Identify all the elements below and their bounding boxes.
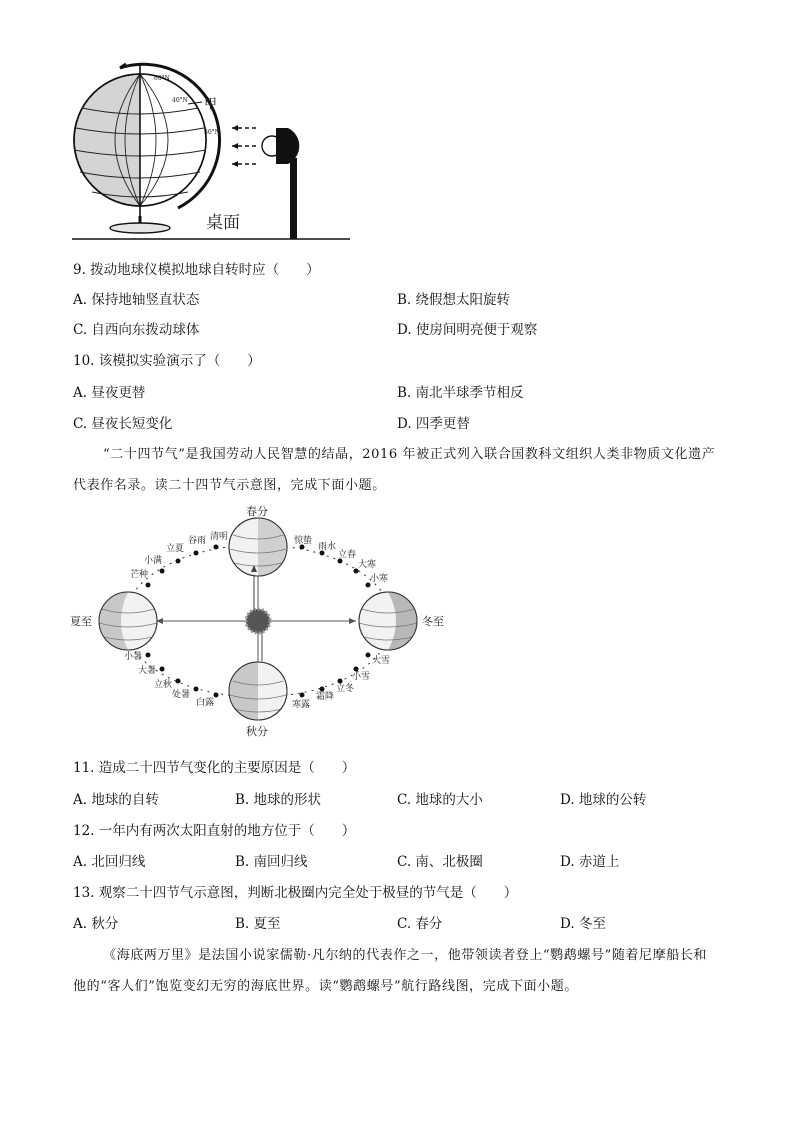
lat-label: 60°N bbox=[154, 75, 170, 82]
q9-option-d[interactable]: D. 使房间明亮便于观察 bbox=[397, 322, 538, 338]
q10-option-a[interactable]: A. 昼夜更替 bbox=[73, 385, 146, 401]
desk-label: 桌面 bbox=[206, 213, 240, 233]
q12-option-b[interactable]: B. 南回归线 bbox=[235, 854, 308, 870]
term-label: 大暑 bbox=[138, 666, 157, 676]
term-label: 雨水 bbox=[318, 542, 337, 552]
term-label: 寒露 bbox=[292, 700, 311, 710]
term-label: 处暑 bbox=[172, 690, 191, 700]
q9-option-b[interactable]: B. 绕假想太阳旋转 bbox=[397, 292, 511, 308]
lat-label: 30°N bbox=[204, 129, 220, 136]
q13-option-a[interactable]: A. 秋分 bbox=[73, 916, 119, 932]
q10-option-c[interactable]: C. 昼夜长短变化 bbox=[73, 416, 173, 432]
term-label: 立秋 bbox=[154, 680, 173, 690]
q13-option-d[interactable]: D. 冬至 bbox=[560, 916, 606, 932]
term-label: 立冬 bbox=[336, 684, 355, 694]
q12-option-a[interactable]: A. 北回归线 bbox=[73, 854, 146, 870]
q9-option-a[interactable]: A. 保持地轴竖直状态 bbox=[73, 292, 200, 308]
q11-option-b[interactable]: B. 地球的形状 bbox=[235, 792, 322, 808]
term-label: 立夏 bbox=[166, 544, 185, 554]
question-9: 9. 拨动地球仪模拟地球自转时应（ ） bbox=[73, 262, 320, 278]
term-label-autumn-equinox: 秋分 bbox=[246, 725, 268, 738]
q10-option-d[interactable]: D. 四季更替 bbox=[397, 416, 470, 432]
term-label-summer-solstice: 夏至 bbox=[70, 615, 92, 628]
term-label: 谷雨 bbox=[188, 536, 207, 546]
term-label: 小雪 bbox=[352, 672, 371, 682]
intro-paragraph-1-line-1: “二十四节气”是我国劳动人民智慧的结晶，2016 年被正式列入联合国教科文组织人类非物质文化遗产 bbox=[103, 447, 716, 462]
q13-option-c[interactable]: C. 春分 bbox=[397, 916, 443, 932]
term-label: 大雪 bbox=[372, 656, 391, 666]
q13-option-b[interactable]: B. 夏至 bbox=[235, 916, 281, 932]
q12-option-c[interactable]: C. 南、北极圈 bbox=[397, 854, 483, 870]
question-12: 12. 一年内有两次太阳直射的地方位于（ ） bbox=[73, 823, 356, 839]
question-11: 11. 造成二十四节气变化的主要原因是（ ） bbox=[73, 760, 356, 776]
intro-paragraph-1-line-2: 代表作名录。读二十四节气示意图，完成下面小题。 bbox=[73, 478, 386, 493]
term-label: 霜降 bbox=[316, 692, 335, 702]
question-10: 10. 该模拟实验演示了（ ） bbox=[73, 353, 261, 369]
term-label: 惊蛰 bbox=[294, 536, 313, 546]
term-label-winter-solstice: 冬至 bbox=[422, 615, 444, 628]
q11-option-c[interactable]: C. 地球的大小 bbox=[397, 792, 483, 808]
term-label-spring-equinox: 春分 bbox=[246, 505, 268, 518]
q9-option-c[interactable]: C. 自西向东拨动球体 bbox=[73, 322, 200, 338]
term-label: 大寒 bbox=[358, 560, 377, 570]
term-label: 小寒 bbox=[370, 574, 389, 584]
lat-label: 40°N bbox=[172, 97, 188, 104]
q11-option-a[interactable]: A. 地球的自转 bbox=[73, 792, 159, 808]
term-label: 清明 bbox=[210, 532, 229, 542]
term-label: 小暑 bbox=[124, 652, 143, 662]
term-label: 白露 bbox=[196, 698, 215, 708]
q12-option-d[interactable]: D. 赤道上 bbox=[560, 854, 620, 870]
globe-lamp-figure bbox=[60, 58, 360, 246]
term-label: 小满 bbox=[144, 556, 163, 566]
q10-option-b[interactable]: B. 南北半球季节相反 bbox=[397, 385, 524, 401]
term-label: 立春 bbox=[338, 550, 357, 560]
q11-option-d[interactable]: D. 地球的公转 bbox=[560, 792, 647, 808]
intro-paragraph-2-line-2: 他的“客人们”饱览变幻无穷的海底世界。读“鹦鹉螺号”航行路线图，完成下面小题。 bbox=[73, 979, 578, 994]
jia-label: 甲 bbox=[204, 97, 218, 112]
solar-terms-diagram bbox=[66, 505, 456, 740]
term-label: 芒种 bbox=[130, 570, 149, 580]
question-13: 13. 观察二十四节气示意图，判断北极圈内完全处于极昼的节气是（ ） bbox=[73, 885, 518, 901]
intro-paragraph-2-line-1: 《海底两万里》是法国小说家儒勒·凡尔纳的代表作之一，他带领读者登上“鹦鹉螺号”随着尼摩船长和 bbox=[103, 948, 708, 963]
